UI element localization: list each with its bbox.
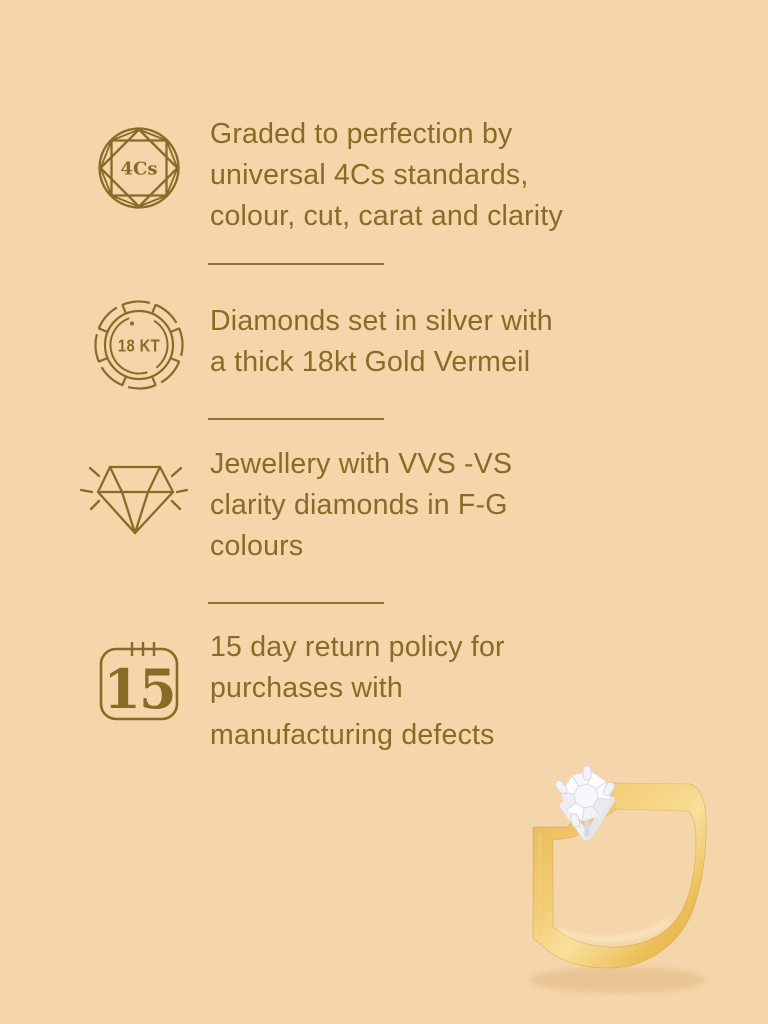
calendar-15-icon <box>97 640 183 722</box>
feature-clarity-text <box>210 444 512 567</box>
feature-vermeil-text <box>210 301 553 383</box>
4cs-badge-label: 4Cs <box>120 158 158 180</box>
feature-return-policy-text <box>210 627 505 756</box>
18kt-gold-coin-icon <box>93 299 185 391</box>
feature-line: purchases with <box>210 672 403 704</box>
feature-line: 15 day return policy for <box>210 631 505 663</box>
feature-line: universal 4Cs standards, <box>210 159 529 191</box>
return-days-label: 15 <box>103 657 175 721</box>
product-photo-ring <box>500 740 768 1024</box>
feature-line: manufacturing defects <box>210 719 495 751</box>
18kt-badge-label: 18 KT <box>117 336 161 356</box>
feature-line: Graded to perfection by <box>210 118 513 150</box>
sparkling-diamond-icon <box>78 452 190 544</box>
feature-line: a thick 18kt Gold Vermeil <box>210 346 531 378</box>
section-divider <box>208 418 384 420</box>
feature-4cs-text <box>210 114 563 237</box>
band-top-facet <box>611 783 690 811</box>
feature-line: colour, cut, carat and clarity <box>210 200 563 232</box>
feature-line: colours <box>210 530 304 562</box>
section-divider <box>208 263 384 265</box>
section-divider <box>208 602 384 604</box>
feature-line: Diamonds set in silver with <box>210 305 553 337</box>
4cs-grading-icon <box>97 126 181 210</box>
feature-line: clarity diamonds in F-G <box>210 489 508 521</box>
ring-shadow <box>530 967 706 993</box>
feature-line: Jewellery with VVS -VS <box>210 448 513 480</box>
